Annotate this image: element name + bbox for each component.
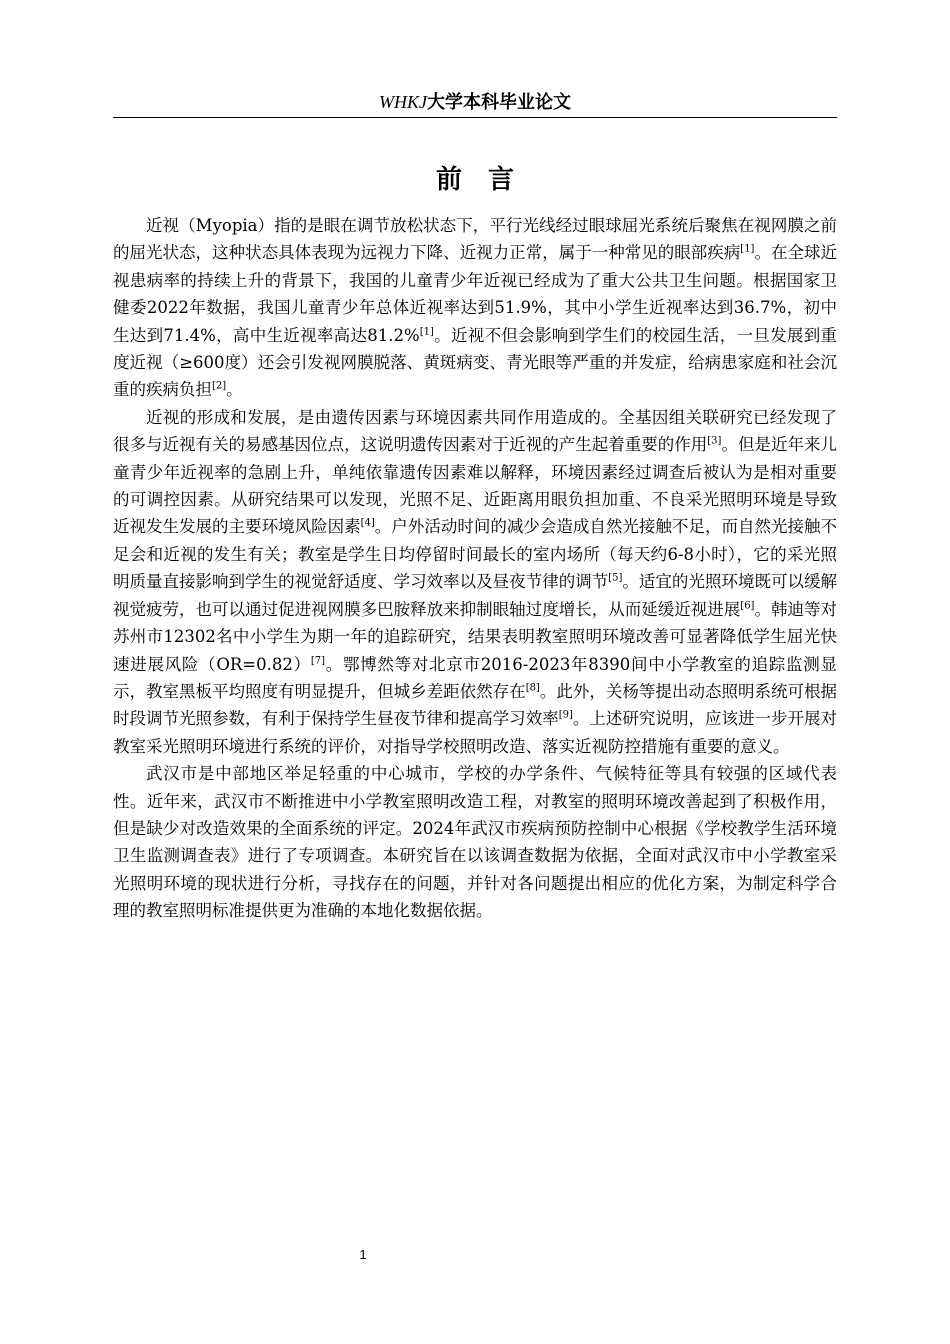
paragraph-text: 。韩迪等对苏州市12302名中小学生为期一年的追踪研究，结果表明教室照明环境改善可显著降低学生屈光快速进展风险（OR=0.82） <box>113 599 838 674</box>
paragraph-text: 。在全球近视患病率的持续上升的背景下，我国的儿童青少年近视已经成为了重大公共卫生问题。根据国家卫健委2022年数据，我国儿童青少年总体近视率达到51.9%，其中小学生近视率达到36.7%，初中生达到71.4%，高中生近视率高达81.2% <box>113 243 838 345</box>
paragraph-text: 。户外活动时间的减少会造成自然光接触不足，而自然光接触不足会和近视的发生有关；教室是学生日均停留时间最长的室内场所（每天约6-8小时），它的采光照明质量直接影响到学生的视觉舒适度、学习效率以及昼夜节律的调节 <box>113 517 838 592</box>
running-header <box>113 88 837 117</box>
paragraph-text: 。近视不但会影响到学生们的校园生活，一旦发展到重度近视（≥600度）还会引发视网膜脱落、黄斑病变、青光眼等严重的并发症，给病患家庭和社会沉重的疾病负担 <box>113 325 837 400</box>
paragraph-text: 。但是近年来儿童青少年近视率的急剧上升，单纯依靠遗传因素难以解释，环境因素经过调查后被认为是相对重要的可调控因素。从研究结果可以发现，光照不足、近距离用眼负担加重、不良采光照明环境是导致近视发生发展的主要环境风险因素 <box>113 435 838 537</box>
paragraph-text: 。此外，关杨等提出动态照明系统可根据时段调节光照参数，有利于保持学生昼夜节律和提高学习效率 <box>113 681 838 729</box>
citation-marker: [6] <box>740 600 755 612</box>
paragraph-text: 。上述研究说明，应该进一步开展对教室采光照明环境进行系统的评价，对指导学校照明改造、落实近视防控措施有重要的意义。 <box>113 709 838 756</box>
body-text <box>113 212 837 925</box>
citation-marker: [2] <box>212 380 227 392</box>
citation-marker: [3] <box>707 435 722 447</box>
paragraph-text: 近视的形成和发展，是由遗传因素与环境因素共同作用造成的。全基因组关联研究已经发现了很多与近视有关的易感基因位点，这说明遗传因素对于近视的产生起着重要的作用 <box>113 407 837 455</box>
citation-marker: [9] <box>558 709 573 721</box>
citation-marker: [5] <box>608 572 623 584</box>
citation-marker: [7] <box>310 655 325 666</box>
citation-marker: [1] <box>740 243 755 255</box>
body-paragraph <box>113 212 837 404</box>
page-number: 1 <box>359 1247 367 1262</box>
paragraph-text: 武汉市是中部地区举足轻重的中心城市，学校的办学条件、气候特征等具有较强的区域代表性。近年来，武汉市不断推进中小学教室照明改造工程，对教室的照明环境改善起到了积极作用，但是缺少对改造效果的全面系统的评定。2024年武汉市疾病预防控制中心根据《学校教学生活环境卫生监测调查表》进行了专项调查。本研究旨在以该调查数据为依据，全面对武汉市中小学教室采光照明环境的现状进行分析，寻找存在的问题，并针对各问题提出相应的优化方案，为制定科学合理的教室照明标准提供更为准确的本地化数据依据。 <box>113 764 837 921</box>
citation-marker: [1] <box>419 326 434 338</box>
body-paragraph <box>113 404 837 760</box>
section-title: 前言 <box>435 165 540 195</box>
paragraph-text: 近视（Myopia）指的是眼在调节放松状态下，平行光线经过眼球屈光系统后聚焦在视网膜之前的屈光状态，这种状态具体表现为远视力下降、近视力正常，属于一种常见的眼部疾病 <box>113 216 837 263</box>
citation-marker: [8] <box>525 682 540 694</box>
header-rule <box>113 117 837 118</box>
body-paragraph <box>113 760 837 924</box>
paragraph-text: 。鄂博然等对北京市2016-2023年8390间中小学教室的追踪监测显示，教室黑板平均照度有明显提升，但城乡差距依然存在 <box>113 654 837 701</box>
paragraph-text: 。适宜的光照环境既可以缓解视觉疲劳，也可以通过促进视网膜多巴胺释放来抑制眼轴过度增长，从而延缓近视进展 <box>113 572 838 619</box>
citation-marker: [4] <box>360 517 375 529</box>
header-latin: WHKJ <box>379 92 427 112</box>
paragraph-text: 。 <box>226 380 243 400</box>
header-text: 大学本科毕业论文 <box>427 92 571 113</box>
